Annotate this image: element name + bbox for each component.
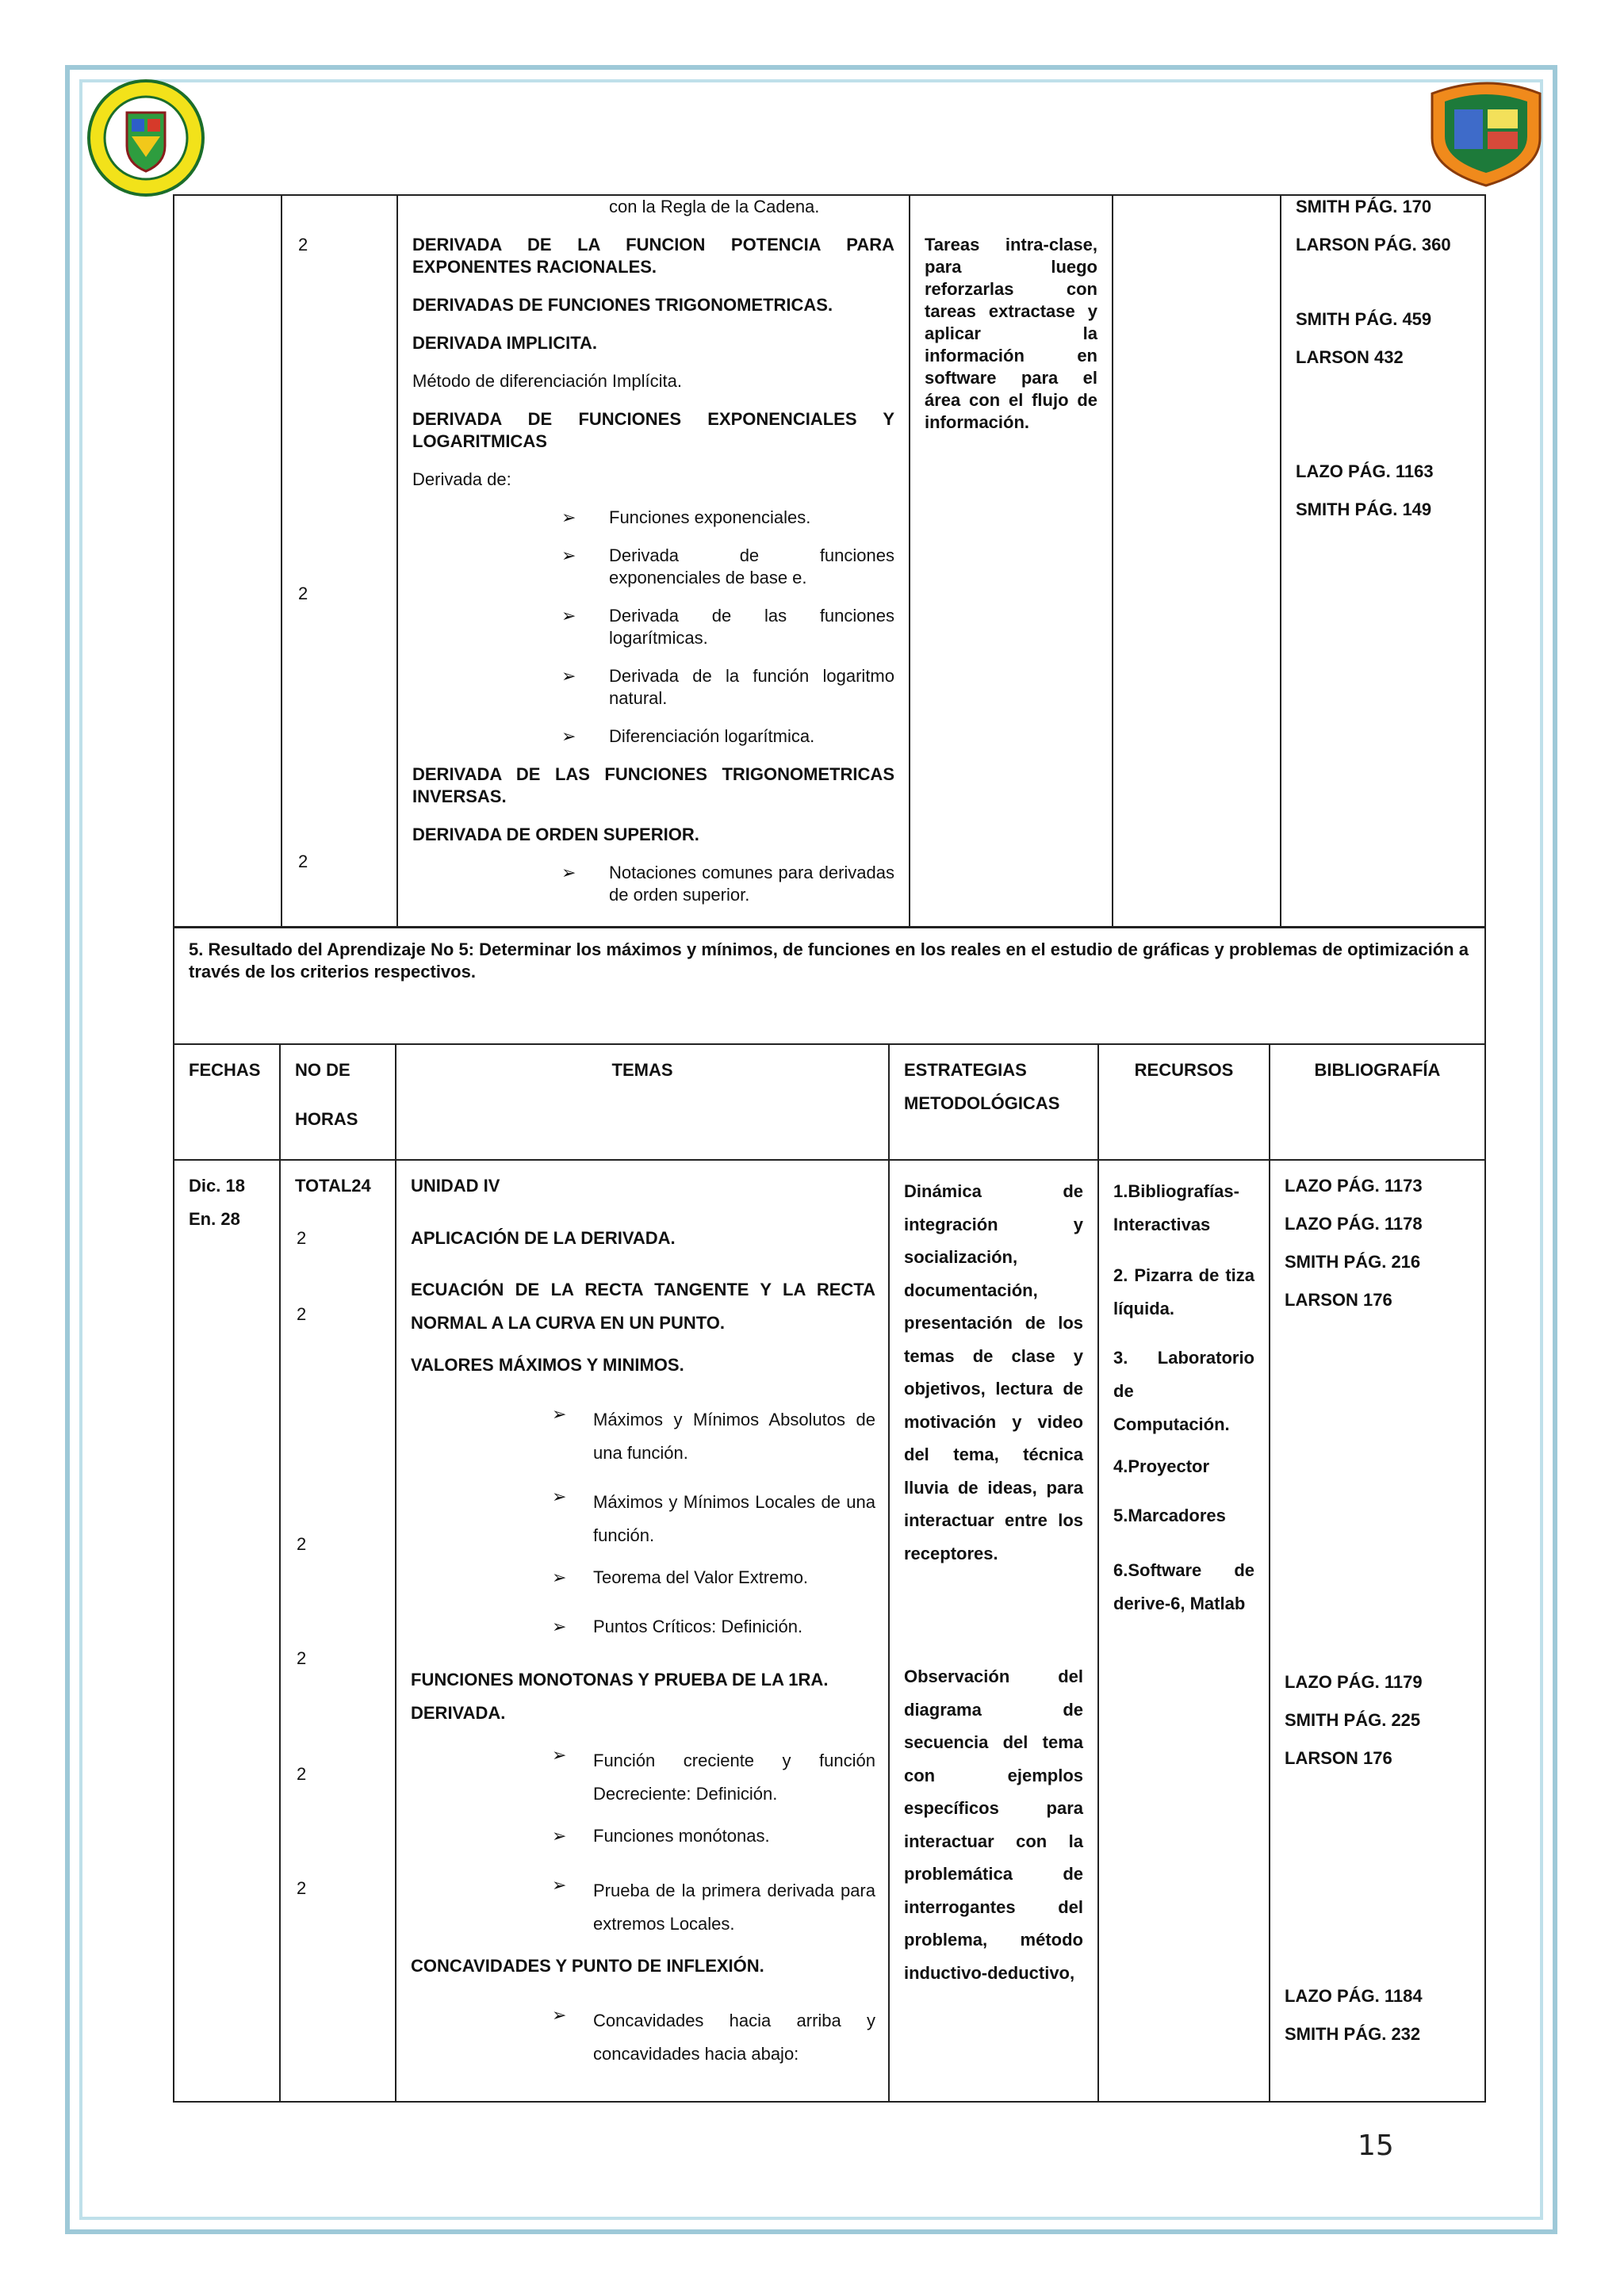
hours-cell — [280, 1160, 396, 2102]
bibliography-cell — [1281, 195, 1485, 928]
bullet-text: Notaciones comunes para derivadas de orden superior. — [609, 863, 894, 905]
arrow-bullet-icon: ➢ — [552, 1826, 567, 1846]
bullet-text: Máximos y Mínimos Absolutos de una función. — [593, 1410, 875, 1463]
header-bibliografia — [1270, 1044, 1485, 1160]
strategy-text: Observación del diagrama de secuencia del tema con ejemplos específicos para interactuar con la problemática de interrogantes del problema, método inductivo-deductivo, — [904, 1667, 1083, 1983]
topic-heading: DERIVADA DE LAS FUNCIONES TRIGONOMETRICAS INVERSAS. — [412, 764, 894, 806]
topic-heading: APLICACIÓN DE LA DERIVADA. — [411, 1228, 676, 1248]
bullet-text: Funciones exponenciales. — [609, 507, 811, 527]
arrow-bullet-icon: ➢ — [561, 666, 576, 686]
bullet-text: Puntos Críticos: Definición. — [593, 1617, 803, 1636]
header-label: NO DE — [295, 1060, 350, 1080]
hours-value: 2 — [298, 584, 308, 603]
topic-text: Derivada de: — [412, 469, 511, 489]
bibliography-ref: SMITH PÁG. 225 — [1285, 1710, 1421, 1730]
dates-cell — [174, 1160, 280, 2102]
continuation-table — [173, 194, 1486, 928]
bibliography-ref: LAZO PÁG. 1184 — [1285, 1986, 1423, 2006]
university-seal-logo — [86, 78, 206, 198]
header-label: HORAS — [295, 1109, 358, 1129]
bibliography-ref: LARSON 176 — [1285, 1748, 1392, 1768]
bibliography-ref: LARSON 176 — [1285, 1290, 1392, 1310]
unit-title: UNIDAD IV — [411, 1176, 500, 1196]
header-label: FECHAS — [189, 1060, 261, 1080]
bullet-text: Prueba de la primera derivada para extremos Locales. — [593, 1881, 875, 1934]
bullet-text: Derivada de las funciones logarítmicas. — [609, 606, 894, 648]
arrow-bullet-icon: ➢ — [561, 545, 576, 565]
bibliography-ref: LAZO PÁG. 1179 — [1285, 1672, 1423, 1692]
header-temas — [396, 1044, 889, 1160]
bibliography-ref: SMITH PÁG. 170 — [1296, 197, 1432, 216]
bibliography-ref: LAZO PÁG. 1173 — [1285, 1176, 1423, 1196]
arrow-bullet-icon: ➢ — [552, 1404, 567, 1424]
bullet-text: Diferenciación logarítmica. — [609, 726, 815, 746]
arrow-bullet-icon: ➢ — [561, 863, 576, 882]
hours-value: 2 — [297, 1304, 307, 1324]
topic-heading: DERIVADA DE LA FUNCION POTENCIA PARA EXPONENTES RACIONALES. — [412, 235, 894, 277]
hours-cell — [282, 195, 397, 928]
topic-text: Método de diferenciación Implícita. — [412, 371, 682, 391]
topic-heading: FUNCIONES MONOTONAS Y PRUEBA DE LA 1RA. DERIVADA. — [411, 1670, 829, 1723]
learning-outcome-cell — [174, 927, 1485, 1044]
topic-heading: DERIVADAS DE FUNCIONES TRIGONOMETRICAS. — [412, 295, 833, 315]
arrow-bullet-icon: ➢ — [552, 1875, 567, 1895]
arrow-bullet-icon: ➢ — [552, 1745, 567, 1765]
dates-cell — [174, 195, 282, 928]
resource-item: 2. Pizarra de tiza líquida. — [1113, 1265, 1254, 1318]
strategy-text: Dinámica de integración y socialización, documentación, presentación de los temas de clase y objetivos, lectura de motivación y video del tema, técnica lluvia de ideas, para interactuar entre los receptores. — [904, 1181, 1083, 1563]
hours-value: 2 — [297, 1648, 307, 1668]
bullet-text: Derivada de funciones exponenciales de base e. — [609, 545, 894, 587]
topic-heading: DERIVADA IMPLICITA. — [412, 333, 598, 353]
hours-total: TOTAL24 — [295, 1176, 371, 1196]
bibliography-ref: SMITH PÁG. 149 — [1296, 499, 1432, 519]
strategy-cell — [889, 1160, 1098, 2102]
resources-cell — [1113, 195, 1281, 928]
resource-item: 1.Bibliografías-Interactivas — [1113, 1181, 1239, 1234]
resource-item: 4.Proyector — [1113, 1456, 1210, 1476]
bibliography-ref: LARSON 432 — [1296, 347, 1404, 367]
bibliography-ref: SMITH PÁG. 232 — [1285, 2024, 1421, 2044]
hours-value: 2 — [298, 235, 308, 254]
strategy-text: Tareas intra-clase, para luego reforzarlas con tareas extractase y aplicar la información en software para el área con el flujo de información. — [925, 235, 1097, 432]
learning-outcome-text: 5. Resultado del Aprendizaje No 5: Determinar los máximos y mínimos, de funciones en los reales en el estudio de gráficas y problemas de optimización a través de los criterios respectivos. — [189, 939, 1469, 982]
topic-heading: DERIVADA DE ORDEN SUPERIOR. — [412, 825, 699, 844]
bibliography-cell — [1270, 1160, 1485, 2102]
header-label: RECURSOS — [1134, 1060, 1234, 1080]
hours-value: 2 — [298, 851, 308, 871]
bullet-text: Función creciente y función Decreciente: Definición. — [593, 1751, 875, 1804]
arrow-bullet-icon: ➢ — [552, 1617, 567, 1636]
bullet-text: Máximos y Mínimos Locales de una función. — [593, 1492, 875, 1545]
resource-item: 6.Software de derive-6, Matlab — [1113, 1560, 1254, 1613]
topic-text: con la Regla de la Cadena. — [609, 197, 820, 216]
faculty-shield-logo — [1427, 78, 1545, 189]
resources-cell — [1098, 1160, 1270, 2102]
date-value: En. 28 — [189, 1209, 240, 1229]
arrow-bullet-icon: ➢ — [561, 606, 576, 626]
hours-value: 2 — [297, 1228, 307, 1248]
bullet-text: Teorema del Valor Extremo. — [593, 1567, 809, 1587]
header-label: BIBLIOGRAFÍA — [1314, 1060, 1441, 1080]
arrow-bullet-icon: ➢ — [561, 726, 576, 746]
topic-heading: CONCAVIDADES Y PUNTO DE INFLEXIÓN. — [411, 1956, 764, 1976]
date-value: Dic. 18 — [189, 1176, 245, 1196]
bibliography-ref: LAZO PÁG. 1163 — [1296, 461, 1434, 481]
topic-heading: ECUACIÓN DE LA RECTA TANGENTE Y LA RECTA NORMAL A LA CURVA EN UN PUNTO. — [411, 1280, 875, 1333]
topic-heading: DERIVADA DE FUNCIONES EXPONENCIALES Y LOGARITMICAS — [412, 409, 894, 451]
header-estrategias — [889, 1044, 1098, 1160]
bullet-text: Derivada de la función logaritmo natural. — [609, 666, 894, 708]
arrow-bullet-icon: ➢ — [552, 1487, 567, 1506]
learning-outcome-table — [173, 926, 1486, 2103]
topics-cell — [396, 1160, 889, 2102]
bullet-text: Concavidades hacia arriba y concavidades hacia abajo: — [593, 2011, 875, 2064]
header-label: ESTRATEGIAS — [904, 1060, 1027, 1080]
arrow-bullet-icon: ➢ — [561, 507, 576, 527]
bibliography-ref: SMITH PÁG. 459 — [1296, 309, 1432, 329]
header-label: METODOLÓGICAS — [904, 1093, 1060, 1113]
page-number: 15 — [1358, 2130, 1394, 2162]
resource-item: 5.Marcadores — [1113, 1506, 1226, 1525]
header-label: TEMAS — [611, 1060, 673, 1080]
arrow-bullet-icon: ➢ — [552, 2005, 567, 2025]
arrow-bullet-icon: ➢ — [552, 1567, 567, 1587]
topic-heading: VALORES MÁXIMOS Y MINIMOS. — [411, 1355, 684, 1375]
hours-value: 2 — [297, 1878, 307, 1898]
bibliography-ref: SMITH PÁG. 216 — [1285, 1252, 1421, 1272]
hours-value: 2 — [297, 1764, 307, 1784]
strategy-cell — [910, 195, 1113, 928]
bibliography-ref: LAZO PÁG. 1178 — [1285, 1214, 1423, 1234]
bibliography-ref: LARSON PÁG. 360 — [1296, 235, 1451, 254]
hours-value: 2 — [297, 1534, 307, 1554]
resource-item: 3. Laboratorio de Computación. — [1113, 1348, 1254, 1434]
topics-cell — [397, 195, 910, 928]
header-recursos — [1098, 1044, 1270, 1160]
header-fechas — [174, 1044, 280, 1160]
header-horas — [280, 1044, 396, 1160]
bullet-text: Funciones monótonas. — [593, 1826, 770, 1846]
